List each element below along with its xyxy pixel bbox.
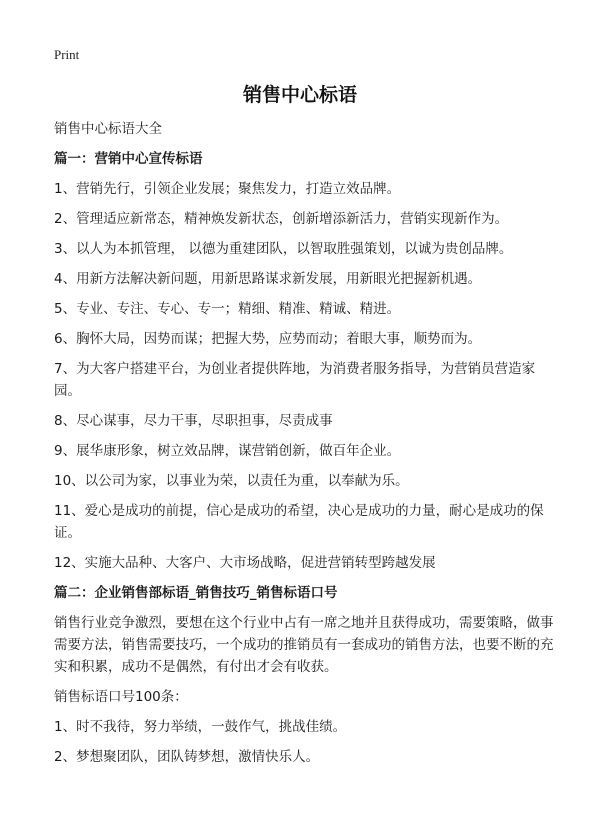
list-item: 2、管理适应新常态，精神焕发新状态，创新增添新活力，营销实现新作为。 [54, 211, 509, 227]
slogan-list [54, 178, 554, 574]
list-item: 8、尽心谋事，尽力干事，尽职担事，尽责成事 [54, 413, 333, 429]
section-intro-paragraph: 销售行业竞争激烈，要想在这个行业中占有一席之地并且获得成功，需要策略，做事需要方法，销售需要技巧，一个成功的推销员有一套成功的销售方法，也要不断的充实和积累，成功不是偶然，有付出才会有收获。 [54, 615, 554, 675]
list-item: 12、实施大品种、大客户、大市场战略，促进营销转型跨越发展 [54, 555, 436, 571]
list-item: 7、为大客户搭建平台，为创业者提供阵地，为消费者服务指导，为营销员营造家园。 [54, 361, 536, 399]
slogan-list [54, 716, 554, 768]
list-item: 6、胸怀大局，因势而谋；把握大势，应势而动；着眼大事，顺势而为。 [54, 331, 482, 347]
list-item: 4、用新方法解决新问题，用新思路谋求新发展，用新眼光把握新机遇。 [54, 271, 482, 287]
section-heading: 篇一：营销中心宣传标语 [54, 151, 203, 167]
list-item: 2、梦想聚团队，团队铸梦想，激情快乐人。 [54, 749, 320, 765]
list-item: 10、以公司为家，以事业为荣，以责任为重，以奉献为乐。 [54, 473, 409, 489]
list-item: 11、爱心是成功的前提，信心是成功的希望，决心是成功的力量，耐心是成功的保证。 [54, 503, 544, 541]
print-label: Print [54, 47, 80, 62]
list-item: 1、营销先行，引领企业发展；聚焦发力，打造立效品牌。 [54, 181, 401, 197]
section-heading: 篇二：企业销售部标语_销售技巧_销售标语口号 [54, 585, 338, 601]
document-subtitle: 销售中心标语大全 [54, 121, 162, 137]
list-item: 9、展华康形象，树立效品牌，谋营销创新，做百年企业。 [54, 443, 401, 459]
list-item: 5、专业、专注、专心、专一；精细、精准、精诚、精进。 [54, 301, 401, 317]
list-title: 销售标语口号100条： [54, 689, 188, 705]
list-item: 1、时不我待，努力举绩，一鼓作气，挑战佳绩。 [54, 719, 347, 735]
document-body [54, 118, 554, 776]
list-item: 3、以人为本抓管理， 以德为重建团队，以智取胜强策划，以诚为贵创品牌。 [54, 241, 513, 257]
document-title: 销售中心标语 [242, 84, 357, 106]
